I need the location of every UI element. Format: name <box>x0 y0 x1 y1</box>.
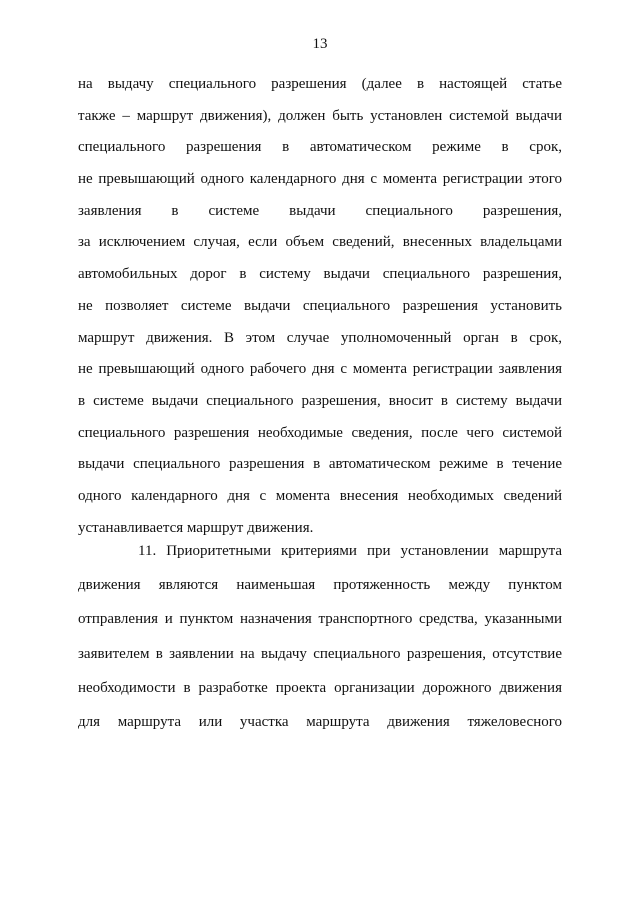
text-line: не позволяет системе выдачи специального разрешения установить <box>78 297 562 314</box>
text-line: одного календарного дня с момента внесения необходимых сведений <box>78 487 562 504</box>
text-line: также – маршрут движения), должен быть установлен системой выдачи <box>78 107 562 124</box>
text-line: отправления и пунктом назначения транспортного средства, указанными <box>78 611 562 628</box>
text-line: заявителем в заявлении на выдачу специального разрешения, отсутствие <box>78 645 562 662</box>
text-line: за исключением случая, если объем сведений, внесенных владельцами <box>78 234 562 251</box>
text-line: специального разрешения необходимые сведения, после чего системой <box>78 424 562 441</box>
text-line: в системе выдачи специального разрешения, вносит в систему выдачи <box>78 392 562 409</box>
text-line: 11. Приоритетными критериями при установлении маршрута <box>138 543 562 559</box>
text-line: движения являются наименьшая протяженность между пунктом <box>78 577 562 594</box>
text-line: не превышающий одного рабочего дня с момента регистрации заявления <box>78 361 562 378</box>
paragraph-continuation <box>78 74 562 549</box>
text-line: автомобильных дорог в систему выдачи специального разрешения, <box>78 266 562 283</box>
text-line: маршрут движения. В этом случае уполномоченный орган в срок, <box>78 329 562 346</box>
paragraph-item-11 <box>78 541 562 746</box>
text-line: специального разрешения в автоматическом режиме в срок, <box>78 139 562 156</box>
text-line: на выдачу специального разрешения (далее в настоящей статье <box>78 76 562 92</box>
text-line: необходимости в разработке проекта организации дорожного движения <box>78 679 562 696</box>
text-line: заявления в системе выдачи специального разрешения, <box>78 202 562 219</box>
text-line: не превышающий одного календарного дня с момента регистрации этого <box>78 171 562 188</box>
text-line: выдачи специального разрешения в автоматическом режиме в течение <box>78 456 562 473</box>
text-line: для маршрута или участка маршрута движения тяжеловесного <box>78 713 562 730</box>
text-line: устанавливается маршрут движения. <box>78 519 314 536</box>
page-number: 13 <box>312 36 328 52</box>
